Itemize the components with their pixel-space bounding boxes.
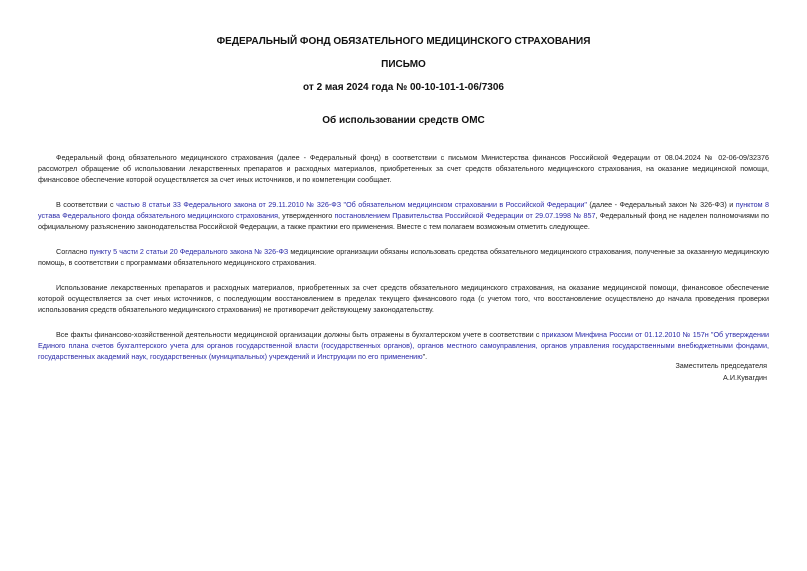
paragraph-1: Федеральный фонд обязательного медицинского страхования (далее - Федеральный фонд) в соответствии с письмом Министерства финансов Российской Федерации от 08.04.2024 № 02-06-09/32376 рассмотрел обращение об использовании лекарственных препаратов и расходных материалов, приобретенных за счет средств обязательного медицинского страхования, на оказание медицинской помощи, финансовое обеспечение которой осуществляется за счет иных источников, и по компетенции сообщает. [38, 153, 769, 184]
document-number: от 2 мая 2024 года № 00-10-101-1-06/7306 [303, 82, 504, 93]
paragraph-2 [38, 199, 769, 232]
text: , Федеральный фонд не наделен полномочиями по официальному разъяснению законодательства Российской Федерации, а также практики его применения. Вместе с тем полагаем возможным отметить следующее. [38, 211, 769, 231]
paragraph-4: Использование лекарственных препаратов и расходных материалов, приобретенных за счет средств обязательного медицинского страхования, на оказание медицинской помощи, финансовое обеспечение которой осуществляется за счет иных источников, с последующим восстановлением в пределах текущего финансового года (с учетом того, что восстановление осуществлено до начала проведения проверки использования средств обязательного медицинского страхования) не противоречит действующему законодательству. [38, 283, 769, 314]
text: ". [422, 352, 428, 361]
text: , утвержденного [277, 211, 335, 220]
paragraph-3 [38, 246, 769, 268]
text: (далее - Федеральный закон № 326-ФЗ) и [586, 200, 736, 209]
text: Все факты финансово-хозяйственной деятельности медицинской организации должны быть отражены в бухгалтерском учете в соответствии с [56, 330, 542, 339]
signatory-position: Заместитель председателя [675, 361, 767, 370]
law-326-fz-article-33-link[interactable]: частью 8 статьи 33 Федерального закона от 29.11.2010 № 326-ФЗ "Об обязательном медицинском страховании в Российской Федерации" [116, 200, 587, 209]
document-subject: Об использовании средств ОМС [322, 115, 485, 126]
government-resolution-857-link[interactable]: постановлением Правительства Российской Федерации от 29.07.1998 № 857 [334, 211, 596, 220]
text: В соответствии с [56, 200, 117, 209]
paragraph-5 [38, 329, 769, 362]
law-326-fz-article-20-link[interactable]: пункту 5 части 2 статьи 20 Федерального закона № 326-ФЗ [89, 247, 289, 256]
ffoms-charter-link[interactable]: пунктом 8 устава Федерального фонда обязательного медицинского страхования [38, 200, 770, 220]
signatory-name: А.И.Кувагдин [723, 373, 767, 382]
organization-title: ФЕДЕРАЛЬНЫЙ ФОНД ОБЯЗАТЕЛЬНОГО МЕДИЦИНСКОГО СТРАХОВАНИЯ [216, 36, 591, 47]
signature-block [675, 360, 767, 384]
document-type: ПИСЬМО [381, 59, 426, 70]
minfin-order-157n-link[interactable]: приказом Минфина России от 01.12.2010 № 157н "Об утверждении Единого плана счетов бухгалтерского учета для органов государственной власти (государственных органов), органов местного самоуправления, органов управления государственными внебюджетными фондами, государственных академий наук, государственных (муниципальных) учреждений и Инструкции по его применению [38, 330, 769, 361]
text: Согласно [56, 247, 90, 256]
text: медицинские организации обязаны использовать средства обязательного медицинского страхования, полученные за оказанную медицинскую помощь, в соответствии с программами обязательного медицинского страхования. [38, 247, 769, 267]
document-body [38, 36, 769, 376]
